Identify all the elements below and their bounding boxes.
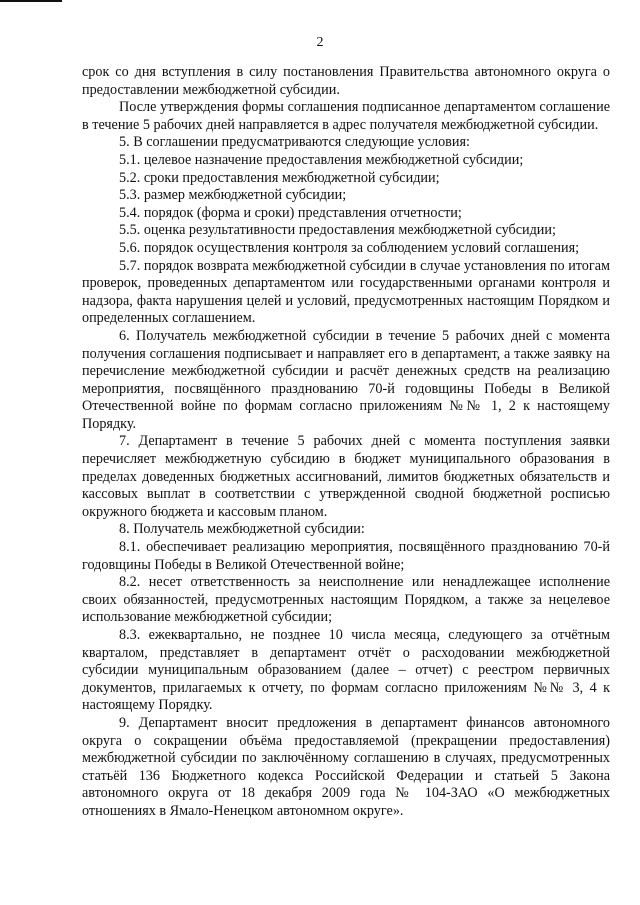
paragraph-5-4: 5.4. порядок (форма и сроки) представления отчетности; <box>119 204 462 221</box>
paragraph-5-3: 5.3. размер межбюджетной субсидии; <box>119 187 347 204</box>
paragraph-5-2: 5.2. сроки предоставления межбюджетной субсидии; <box>119 169 440 186</box>
paragraph-continuation: срок со дня вступления в силу постановления Правительства автономного округа о предоставлении межбюджетной субсидии. <box>82 64 610 98</box>
paragraph-6: 6. Получатель межбюджетной субсидии в течение 5 рабочих дней с момента получения соглашения подписывает и направляет его в департамент, а также заявку на перечисление межбюджетной субсидии и расчёт денежных средств на реализацию мероприятия, посвящённого празднованию 70-й годовщины Победы в Великой Отечественной войне по формам согласно приложениям №№ 1, 2 к настоящему Порядку. <box>82 327 610 432</box>
paragraph-7: 7. Департамент в течение 5 рабочих дней с момента поступления заявки перечисляет межбюджетную субсидию в бюджет муниципального образования в пределах доведенных бюджетных ассигнований, лимитов бюджетных обязательств и кассовых выплат в соответствии с утвержденной сводной бюджетной росписью окружного бюджета и кассовым планом. <box>82 433 610 520</box>
paragraph-5-1: 5.1. целевое назначение предоставления межбюджетной субсидии; <box>119 151 524 168</box>
top-left-rule <box>0 0 62 2</box>
paragraph-5: 5. В соглашении предусматриваются следующие условия: <box>119 134 470 151</box>
paragraph-9: 9. Департамент вносит предложения в департамент финансов автономного округа о сокращении объёма предоставляемой (прекращении предоставления) межбюджетной субсидии по заключённому соглашению в случаях, предусмотренных статьёй 136 Бюджетного кодекса Российской Федерации и статьей 5 Закона автономного округа от 18 декабря 2009 года № 104-ЗАО «О межбюджетных отношениях в Ямало-Ненецком автономном округе». <box>82 714 610 819</box>
document-body <box>82 64 610 821</box>
paragraph-5-6: 5.6. порядок осуществления контроля за соблюдением условий соглашения; <box>119 239 580 256</box>
paragraph-5-5: 5.5. оценка результативности предоставления межбюджетной субсидии; <box>119 222 556 239</box>
paragraph-8-1: 8.1. обеспечивает реализацию мероприятия, посвящённого празднованию 70-й годовщины Победы в Великой Отечественной войне; <box>82 539 610 573</box>
paragraph-agreement-sending: После утверждения формы соглашения подписанное департаментом соглашение в течение 5 рабочих дней направляется в адрес получателя межбюджетной субсидии. <box>82 99 610 133</box>
page-number: 2 <box>316 35 324 50</box>
paragraph-8: 8. Получатель межбюджетной субсидии: <box>119 521 365 538</box>
paragraph-5-7: 5.7. порядок возврата межбюджетной субсидии в случае установления по итогам проверок, проведенных департаментом или государственными органами контроля и надзора, факта нарушения целей и условий, предусмотренных настоящим Порядком и определенных соглашением. <box>82 257 610 327</box>
paragraph-8-2: 8.2. несет ответственность за неисполнение или ненадлежащее исполнение своих обязанностей, предусмотренных настоящим Порядком, а также за нецелевое использование межбюджетной субсидии; <box>82 574 610 626</box>
paragraph-8-3: 8.3. ежеквартально, не позднее 10 числа месяца, следующего за отчётным кварталом, представляет в департамент отчёт о расходовании межбюджетной субсидии муниципальным образованием (далее – отчет) с реестром первичных документов, прилагаемых к отчету, по формам согласно приложениям №№ 3, 4 к настоящему Порядку. <box>82 627 610 714</box>
